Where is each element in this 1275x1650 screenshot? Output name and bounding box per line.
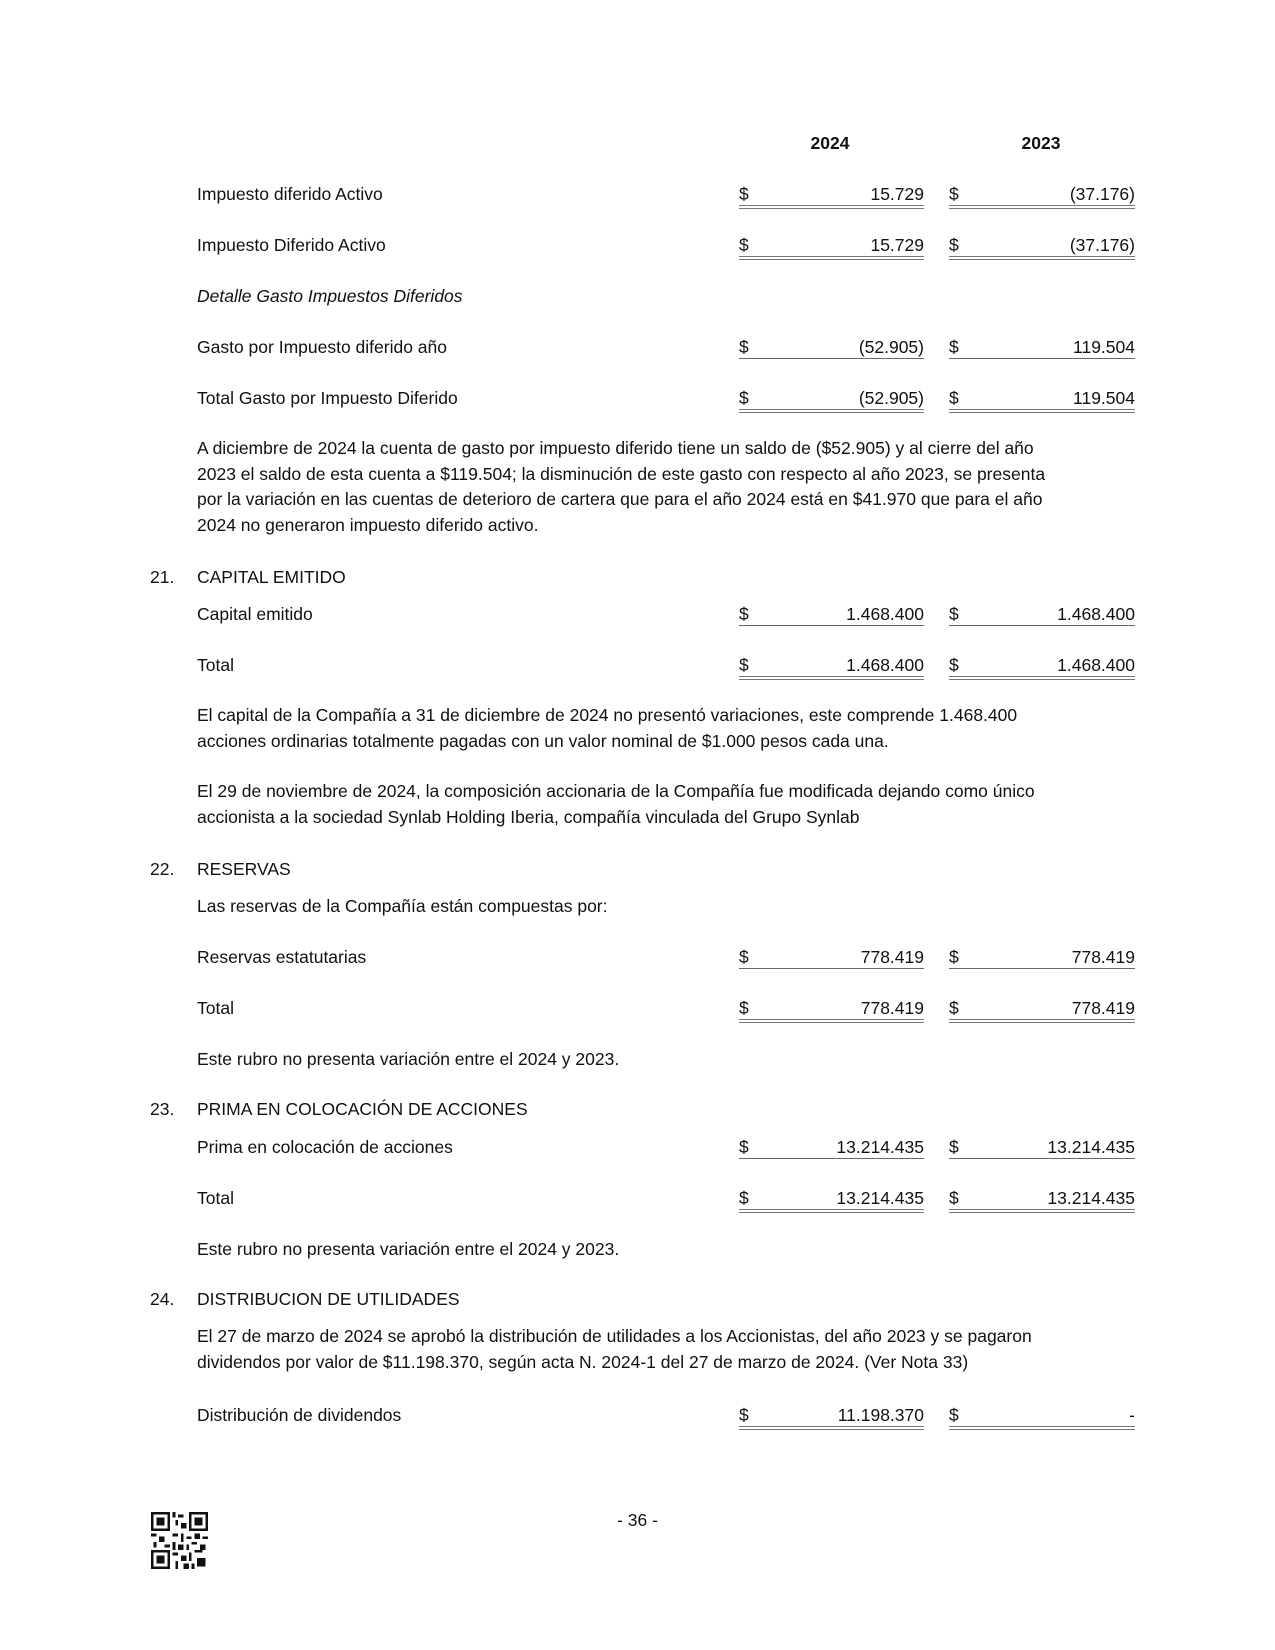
amount-2024: $ 1.468.400 xyxy=(739,604,924,624)
paragraph-line: por la variación en las cuentas de deterioro de cartera que para el año 2024 está en $41.970 que para el año xyxy=(197,489,1043,509)
amount-2024: $ 15.729 xyxy=(739,183,924,209)
row-label: Impuesto diferido Activo xyxy=(197,184,383,204)
amount-2024: $ 1.468.400 xyxy=(739,654,924,680)
row-label: Distribución de dividendos xyxy=(197,1405,402,1425)
amount-2024: $ 11.198.370 xyxy=(739,1404,924,1430)
amount-2023: $ 778.419 xyxy=(949,947,1135,967)
paragraph-line: acciones ordinarias totalmente pagadas con un valor nominal de $1.000 pesos cada una. xyxy=(197,730,889,751)
section-number: 24. xyxy=(150,1289,175,1309)
amount-2024: $ (52.905) xyxy=(739,387,924,413)
amount-2024: $ 778.419 xyxy=(739,997,924,1023)
section-title: CAPITAL EMITIDO xyxy=(197,567,346,587)
section-title: RESERVAS xyxy=(197,859,291,879)
amount-2024: $ 13.214.435 xyxy=(739,1137,924,1157)
paragraph-line: accionista a la sociedad Synlab Holding Iberia, compañía vinculada del Grupo Synlab xyxy=(197,806,860,827)
row-label: Total xyxy=(197,1188,234,1208)
row-label: Capital emitido xyxy=(197,604,313,624)
paragraph-dividends xyxy=(197,1324,1117,1375)
subheading: Detalle Gasto Impuestos Diferidos xyxy=(197,286,463,306)
paragraph-line: dividendos por valor de $11.198.370, según acta N. 2024-1 del 27 de marzo de 2024. (Ver Nota 33) xyxy=(197,1351,969,1372)
paragraph-line: El 29 de noviembre de 2024, la composición accionaria de la Compañía fue modificada dejando como único xyxy=(197,781,1035,801)
amount-2024: $ (52.905) xyxy=(739,337,924,357)
column-header-2024: 2024 xyxy=(810,133,850,153)
row-label: Prima en colocación de acciones xyxy=(197,1137,453,1157)
page-number: - 36 - xyxy=(617,1510,658,1530)
row-label: Total xyxy=(197,655,234,675)
section-number: 21. xyxy=(150,567,175,587)
column-header-2023: 2023 xyxy=(1021,133,1061,153)
section-footer-text: Este rubro no presenta variación entre el 2024 y 2023. xyxy=(197,1239,620,1259)
amount-2023: $ 1.468.400 xyxy=(949,604,1135,624)
paragraph-line: 2023 el saldo de esta cuenta a $119.504; la disminución de este gasto con respecto al año 2023, se presenta xyxy=(197,463,1046,484)
amount-2023: $ 13.214.435 xyxy=(949,1187,1135,1213)
amount-2024: $ 13.214.435 xyxy=(739,1187,924,1213)
paragraph-line: El capital de la Compañía a 31 de diciembre de 2024 no presentó variaciones, este comprende 1.468.400 xyxy=(197,705,1018,725)
amount-2023: $ 1.468.400 xyxy=(949,654,1135,680)
section-title: PRIMA EN COLOCACIÓN DE ACCIONES xyxy=(197,1099,528,1119)
row-label: Gasto por Impuesto diferido año xyxy=(197,337,448,357)
amount-2023: $ 13.214.435 xyxy=(949,1137,1135,1157)
section-number: 23. xyxy=(150,1099,175,1119)
amount-2023: $ 119.504 xyxy=(949,337,1135,357)
section-intro: Las reservas de la Compañía están compuestas por: xyxy=(197,896,608,916)
amount-2024: $ 15.729 xyxy=(739,234,924,260)
section-number: 22. xyxy=(150,859,175,879)
row-label: Total xyxy=(197,998,234,1018)
paragraph-deferred-tax xyxy=(197,436,1117,538)
paragraph-line: 2024 no generaron impuesto diferido activo. xyxy=(197,514,539,535)
paragraph-line: A diciembre de 2024 la cuenta de gasto por impuesto diferido tiene un saldo de ($52.905) y al cierre del año xyxy=(197,438,1034,458)
row-label: Reservas estatutarias xyxy=(197,947,367,967)
amount-2023: $ (37.176) xyxy=(949,183,1135,209)
amount-2023: $ 119.504 xyxy=(949,387,1135,413)
section-title: DISTRIBUCION DE UTILIDADES xyxy=(197,1289,460,1309)
row-label: Total Gasto por Impuesto Diferido xyxy=(197,388,458,408)
amount-2023: $ 778.419 xyxy=(949,997,1135,1023)
section-footer-text: Este rubro no presenta variación entre el 2024 y 2023. xyxy=(197,1049,620,1069)
row-label: Impuesto Diferido Activo xyxy=(197,235,386,255)
paragraph-shareholder xyxy=(197,779,1117,830)
amount-2024: $ 778.419 xyxy=(739,947,924,967)
paragraph-line: El 27 de marzo de 2024 se aprobó la distribución de utilidades a los Accionistas, del año 2023 y se pagaron xyxy=(197,1326,1032,1346)
paragraph-capital xyxy=(197,703,1117,754)
amount-2023: $ (37.176) xyxy=(949,234,1135,260)
amount-2023: $ - xyxy=(949,1404,1135,1430)
